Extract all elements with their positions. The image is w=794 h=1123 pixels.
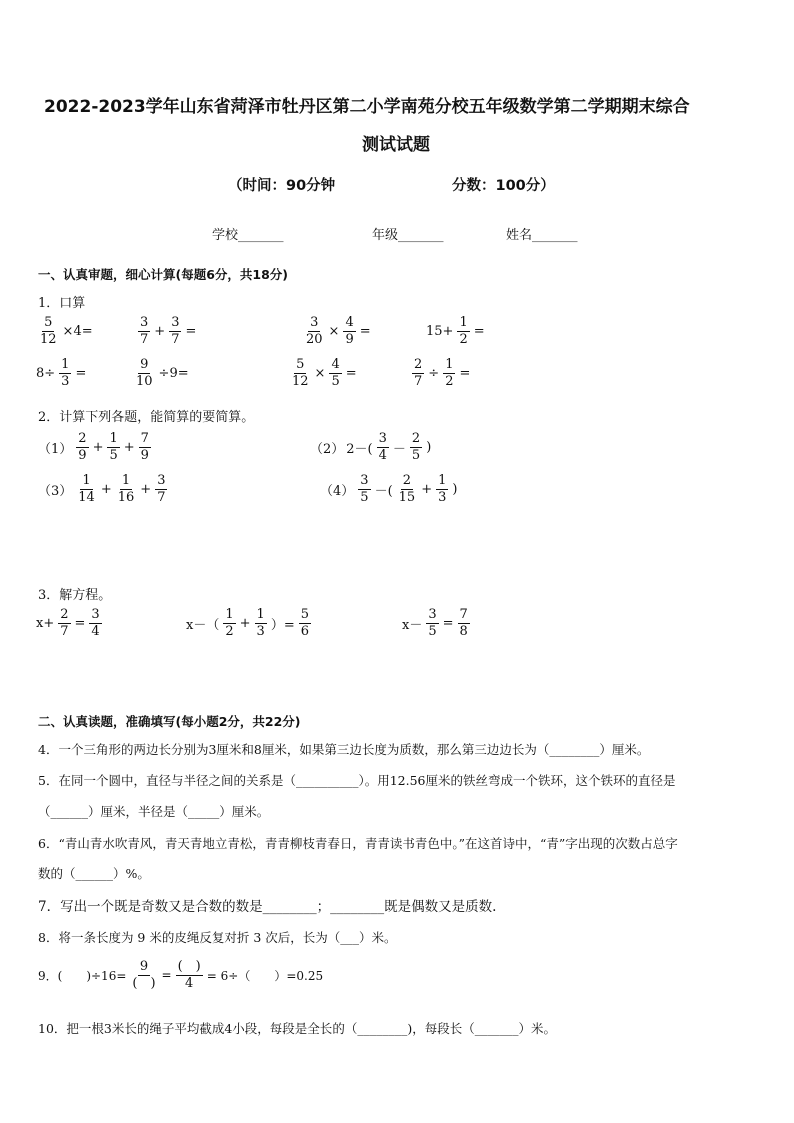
q1-r1-item1: $\frac{5}{12}$ ×4= <box>40 315 93 347</box>
q9-text: 9．( )÷16= $\frac{9}{( )}$ = $\frac{( )}{4}$ = 6÷（ ）=0.25 <box>38 959 324 991</box>
q1-label: 1．口算 <box>38 296 86 311</box>
page-title-line2: 测试试题 <box>362 135 430 155</box>
q4-text: 4．一个三角形的两边长分别为3厘米和8厘米，如果第三边长度为质数，那么第三边边长为（________）厘米。 <box>38 742 650 757</box>
q7-text: 7．写出一个既是奇数又是合数的数是________；________既是偶数又是质数. <box>38 899 497 915</box>
name-field[interactable]: 姓名_______ <box>506 228 578 243</box>
q1-r1-item3: $\frac{3}{20}$ × $\frac{4}{9}$ = <box>306 315 371 347</box>
q5-text-line1: 5．在同一个圆中，直径与半径之间的关系是（__________）。用12.56厘米的铁丝弯成一个铁环，这个铁环的直径是 <box>38 773 676 788</box>
q2-item3: （3） $\frac{1}{14}$ + $\frac{1}{16}$ + $\frac{3}{7}$ <box>38 473 166 505</box>
q5-text-line2: （______）厘米，半径是（_____）厘米。 <box>38 804 270 819</box>
q2-item4: （4） $\frac{3}{5}$ －( $\frac{2}{15}$ + $\frac{1}{3}$ ) <box>320 473 458 505</box>
section1-heading: 一、认真审题，细心计算(每题6分，共18分) <box>38 267 289 282</box>
score-label: 分数：100分） <box>452 178 555 194</box>
q1-r2-item3: $\frac{5}{12}$ × $\frac{4}{5}$ = <box>292 357 357 389</box>
q3-label: 3．解方程。 <box>38 588 112 603</box>
q8-text: 8．将一条长度为 9 米的皮绳反复对折 3 次后，长为（___）米。 <box>38 930 397 945</box>
q1-r2-item4: $\frac{2}{7}$ ÷ $\frac{1}{2}$ = <box>414 357 471 389</box>
q3-eq1: x+ $\frac{2}{7}$ = $\frac{3}{4}$ <box>36 607 100 639</box>
section2-heading: 二、认真读题，准确填写(每小题2分，共22分) <box>38 714 301 729</box>
q10-text: 10．把一根3米长的绳子平均截成4小段，每段是全长的（________)，每段长（_______）米。 <box>38 1021 556 1036</box>
grade-field[interactable]: 年级_______ <box>372 228 444 243</box>
q6-text-line2: 数的（______）%。 <box>38 866 150 881</box>
q3-eq3: x－ $\frac{3}{5}$ = $\frac{7}{8}$ <box>402 607 468 639</box>
q1-r2-item2: $\frac{9}{10}$ ÷9= <box>136 357 189 389</box>
q1-r2-item1: 8÷ $\frac{1}{3}$ = <box>36 357 87 389</box>
q1-r1-item4: 15+ $\frac{1}{2}$ = <box>426 315 485 347</box>
time-label: （时间：90分钟 <box>228 178 336 194</box>
q3-eq2: x－（ $\frac{1}{2}$ + $\frac{1}{3}$ ）= $\frac{5}{6}$ <box>186 607 309 639</box>
q2-item2: （2） 2－( $\frac{3}{4}$ － $\frac{2}{5}$ ) <box>310 431 432 463</box>
q2-label: 2．计算下列各题，能简算的要简算。 <box>38 410 255 425</box>
school-field[interactable]: 学校_______ <box>212 228 284 243</box>
page-title: 2022-2023学年山东省菏泽市牡丹区第二小学南苑分校五年级数学第二学期期末综合 <box>44 97 690 117</box>
q1-r1-item2: $\frac{3}{7}$ + $\frac{3}{7}$ = <box>140 315 197 347</box>
q2-item1: （1） $\frac{2}{9}$ + $\frac{1}{5}$ + $\frac{7}{9}$ <box>38 431 149 463</box>
q6-text-line1: 6．“青山青水吹青风，青天青地立青松，青青柳枝青春日，青青读书青色中。”在这首诗中，“青”字出现的次数占总字 <box>38 836 678 851</box>
